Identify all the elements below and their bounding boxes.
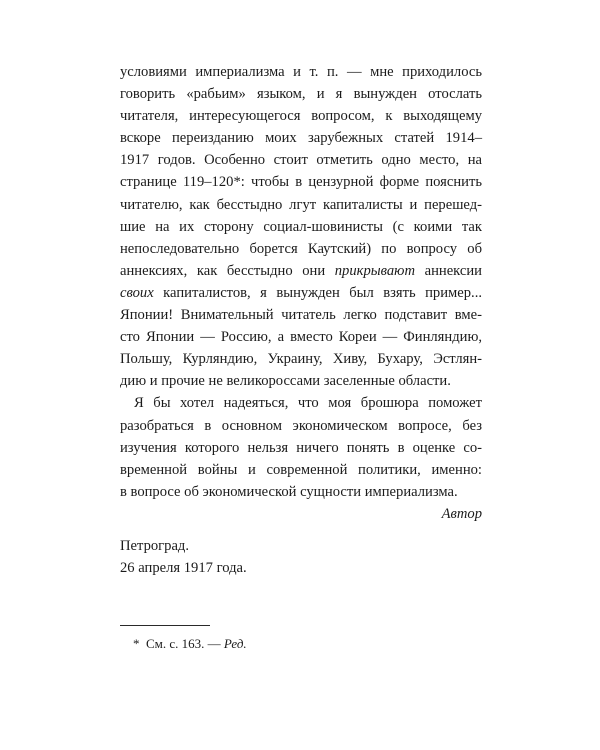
text-line: в вопросе об экономической сущности империализма. [120, 483, 458, 500]
paragraph-1 [120, 61, 482, 392]
author-signature: Автор [441, 505, 482, 522]
text-fragment: аннексии [415, 262, 482, 279]
text-line: сто Японии — Россию, а вместо Кореи — Финляндию, [120, 329, 482, 346]
spacer [120, 525, 482, 535]
text-line: Польшу, Курляндию, Украину, Хиву, Бухару, Эстлян- [120, 351, 482, 368]
text-line: шие на их сторону социал-шовинисты (с коими так [120, 218, 482, 235]
footnote-text: См. с. 163. — [146, 636, 221, 651]
text-line: читателю, как бесстыдно лгут капиталисты и перешед- [120, 196, 482, 213]
text-line: временной войны и современной политики, именно: [120, 461, 482, 478]
place: Петроград. [120, 537, 189, 554]
italic-emphasis: своих [120, 284, 154, 301]
text-line: Я бы хотел надеяться, что моя брошюра поможет [134, 395, 482, 412]
text-line: читателя, интересующегося вопросом, к выходящему [120, 108, 482, 125]
text-fragment: капиталистов, я вынужден был взять пример... [153, 284, 482, 301]
footnote-editor: Ред. [223, 636, 247, 651]
text-line: странице 119–120*: чтобы в цензурной форме пояснить [120, 174, 482, 191]
text-line: непоследовательно борется Каутский) по вопросу об [120, 240, 482, 257]
text-line: вскоре переизданию моих зарубежных статей 1914– [120, 130, 482, 147]
paragraph-2 [120, 392, 482, 502]
body-text [120, 61, 482, 579]
text-line: условиями империализма и т. п. — мне приходилось [120, 64, 482, 80]
text-line: разобраться в основном экономическом вопросе, без [120, 417, 482, 434]
text-line: изучения которого нельзя ничего понять в оценке со- [120, 439, 482, 456]
footnote [133, 636, 247, 652]
text-line: Японии! Внимательный читатель легко подставит вме- [120, 307, 482, 324]
text-line: дию и прочие не великороссами заселенные области. [120, 373, 451, 390]
text-line [120, 282, 482, 304]
italic-emphasis: прикрывают [334, 262, 415, 279]
text-line: говорить «рабьим» языком, и я вынужден отослать [120, 86, 482, 103]
text-line [120, 260, 482, 282]
text-line: 1917 годов. Особенно стоит отметить одно место, на [120, 152, 482, 169]
footnote-marker: * [133, 636, 140, 651]
footnote-divider [120, 625, 210, 626]
text-fragment: аннексиях, как бесстыдно они [120, 262, 335, 279]
date: 26 апреля 1917 года. [120, 560, 247, 577]
place-date [120, 535, 482, 579]
